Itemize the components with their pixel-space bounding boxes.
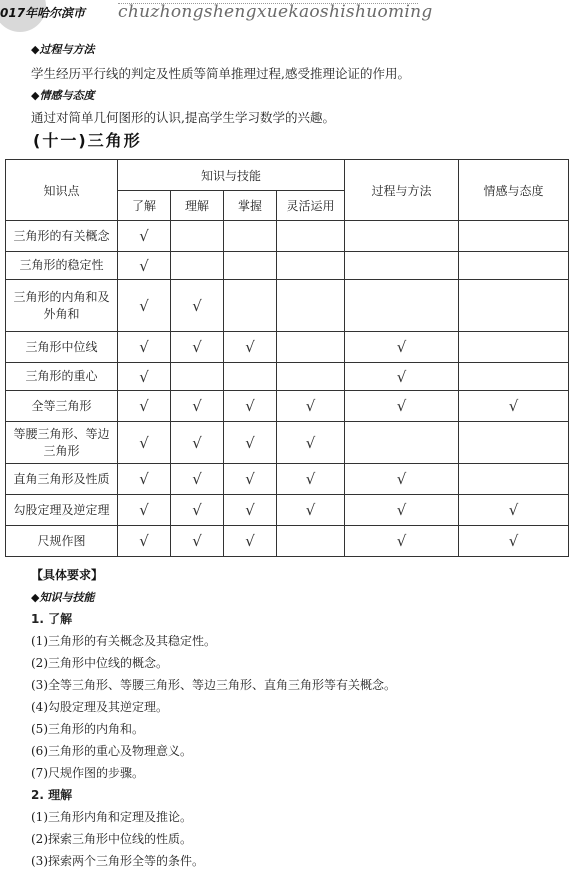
table-row (6, 280, 569, 332)
row-cell (345, 464, 459, 495)
row-cell (224, 221, 277, 252)
row-cell (118, 526, 171, 557)
check-icon: √ (396, 338, 407, 356)
page-header (0, 0, 573, 34)
row-cell (171, 422, 224, 464)
header-pinyin: chuzhongshengxuekaoshishuoming (118, 2, 433, 22)
check-icon: √ (305, 433, 316, 452)
row-cell (277, 221, 345, 252)
row-cell (459, 252, 569, 280)
row-topic: 三角形的有关概念 (6, 221, 118, 252)
row-topic: 三角形的内角和及外角和 (6, 280, 118, 332)
row-cell (345, 495, 459, 526)
table-row (6, 332, 569, 363)
row-cell (277, 422, 345, 464)
table-row (6, 363, 569, 391)
check-icon: √ (139, 532, 149, 550)
check-icon: √ (396, 367, 407, 386)
subcol-comprehend: 理解 (171, 191, 224, 221)
list-item: (6)三角形的重心及物理意义。 (31, 744, 192, 758)
emotion-text: 通过对简单几何图形的认识,提高学生学习数学的兴趣。 (31, 110, 335, 125)
row-cell (224, 391, 277, 422)
row-cell (345, 363, 459, 391)
check-icon: √ (245, 470, 255, 488)
process-text: 学生经历平行线的判定及性质等简单推理过程,感受推理论证的作用。 (31, 66, 410, 81)
requirements-subheading: ◆知识与技能 (31, 591, 95, 604)
row-cell (118, 391, 171, 422)
row-cell (224, 363, 277, 391)
check-icon: √ (139, 470, 149, 488)
row-cell (459, 280, 569, 332)
check-icon: √ (508, 532, 519, 550)
row-cell (345, 332, 459, 363)
row-cell (171, 280, 224, 332)
row-cell (277, 495, 345, 526)
list-item: (5)三角形的内角和。 (31, 722, 144, 736)
table-row (6, 391, 569, 422)
row-cell (459, 495, 569, 526)
row-cell (459, 422, 569, 464)
row-cell (345, 422, 459, 464)
row-cell (459, 332, 569, 363)
row-cell (345, 526, 459, 557)
check-icon: √ (139, 433, 149, 452)
check-icon: √ (508, 397, 519, 415)
list-item: (4)勾股定理及其逆定理。 (31, 700, 168, 714)
requirements-title: 【具体要求】 (31, 568, 104, 582)
row-cell (459, 526, 569, 557)
row-topic: 勾股定理及逆定理 (6, 495, 118, 526)
row-cell (118, 252, 171, 280)
check-icon: √ (245, 532, 255, 550)
check-icon: √ (396, 532, 407, 550)
list-item: (3)探索两个三角形全等的条件。 (31, 854, 204, 868)
check-icon: √ (192, 296, 202, 315)
row-cell (118, 363, 171, 391)
row-cell (459, 464, 569, 495)
subcol-apply: 灵活运用 (277, 191, 345, 221)
row-cell (277, 526, 345, 557)
table-row (6, 526, 569, 557)
row-cell (224, 422, 277, 464)
check-icon: √ (192, 532, 202, 550)
row-cell (171, 221, 224, 252)
check-icon: √ (245, 338, 255, 356)
row-topic: 全等三角形 (6, 391, 118, 422)
table-row (6, 221, 569, 252)
row-cell (345, 280, 459, 332)
check-icon: √ (396, 397, 407, 415)
check-icon: √ (396, 501, 407, 519)
header-year-label: 017年哈尔滨市 (0, 6, 86, 20)
row-cell (171, 495, 224, 526)
knowledge-table (5, 159, 569, 557)
list-item: (7)尺规作图的步骤。 (31, 766, 144, 780)
row-cell (277, 280, 345, 332)
row-cell (118, 422, 171, 464)
check-icon: √ (245, 433, 255, 452)
row-cell (118, 495, 171, 526)
list-item: (1)三角形的有关概念及其稳定性。 (31, 634, 216, 648)
row-topic: 三角形的重心 (6, 363, 118, 391)
row-cell (224, 280, 277, 332)
col-header-skills: 知识与技能 (118, 160, 345, 191)
col-header-topic: 知识点 (6, 160, 118, 221)
row-cell (224, 252, 277, 280)
check-icon: √ (192, 338, 202, 356)
row-cell (224, 332, 277, 363)
list-item: (2)三角形中位线的概念。 (31, 656, 168, 670)
row-topic: 三角形中位线 (6, 332, 118, 363)
check-icon: √ (508, 501, 519, 519)
row-cell (277, 332, 345, 363)
group1-title: 1. 了解 (31, 612, 73, 626)
row-cell (345, 221, 459, 252)
table-row (6, 464, 569, 495)
process-heading: ◆过程与方法 (31, 43, 95, 56)
check-icon: √ (192, 397, 202, 415)
row-cell (277, 252, 345, 280)
check-icon: √ (192, 501, 202, 519)
section-title: (十一)三角形 (33, 131, 142, 150)
check-icon: √ (245, 397, 255, 415)
row-cell (459, 363, 569, 391)
row-topic: 直角三角形及性质 (6, 464, 118, 495)
check-icon: √ (396, 470, 407, 488)
check-icon: √ (139, 367, 149, 386)
check-icon: √ (305, 470, 316, 488)
row-cell (171, 464, 224, 495)
row-cell (171, 391, 224, 422)
row-cell (171, 332, 224, 363)
check-icon: √ (305, 501, 316, 519)
col-header-process: 过程与方法 (345, 160, 459, 221)
row-cell (118, 464, 171, 495)
check-icon: √ (192, 470, 202, 488)
row-cell (171, 252, 224, 280)
emotion-heading: ◆情感与态度 (31, 89, 95, 102)
list-item: (3)全等三角形、等腰三角形、等边三角形、直角三角形等有关概念。 (31, 678, 397, 692)
row-topic: 等腰三角形、等边三角形 (6, 422, 118, 464)
row-cell (118, 332, 171, 363)
row-cell (224, 526, 277, 557)
row-cell (459, 391, 569, 422)
row-cell (171, 526, 224, 557)
row-topic: 尺规作图 (6, 526, 118, 557)
row-cell (118, 221, 171, 252)
row-cell (459, 221, 569, 252)
check-icon: √ (305, 397, 316, 415)
row-cell (171, 363, 224, 391)
row-cell (224, 464, 277, 495)
table-row (6, 495, 569, 526)
table-row (6, 422, 569, 464)
check-icon: √ (192, 433, 202, 452)
row-cell (277, 391, 345, 422)
row-topic: 三角形的稳定性 (6, 252, 118, 280)
row-cell (118, 280, 171, 332)
col-header-emotion: 情感与态度 (459, 160, 569, 221)
check-icon: √ (139, 397, 149, 415)
row-cell (224, 495, 277, 526)
row-cell (345, 391, 459, 422)
row-cell (345, 252, 459, 280)
row-cell (277, 363, 345, 391)
group2-title: 2. 理解 (31, 788, 73, 802)
check-icon: √ (139, 296, 149, 315)
list-item: (2)探索三角形中位线的性质。 (31, 832, 192, 846)
row-cell (277, 464, 345, 495)
list-item: (1)三角形内角和定理及推论。 (31, 810, 192, 824)
table-row (6, 252, 569, 280)
check-icon: √ (139, 338, 149, 356)
check-icon: √ (139, 256, 149, 275)
check-icon: √ (245, 501, 255, 519)
check-icon: √ (139, 227, 149, 245)
check-icon: √ (139, 501, 149, 519)
subcol-master: 掌握 (224, 191, 277, 221)
subcol-understand: 了解 (118, 191, 171, 221)
